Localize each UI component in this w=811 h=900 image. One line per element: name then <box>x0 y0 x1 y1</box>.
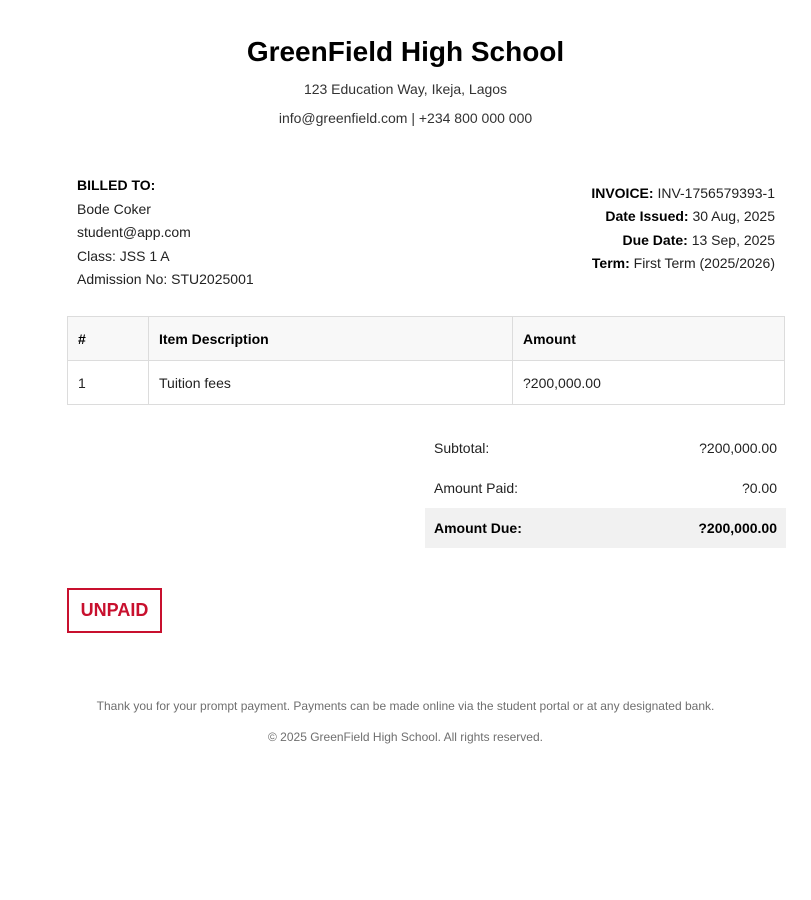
invoice-meta <box>591 182 775 275</box>
school-name: GreenField High School <box>246 36 565 67</box>
table-row <box>68 361 785 405</box>
school-contact: info@greenfield.com | +234 800 000 000 <box>278 110 533 126</box>
invoice-number: INV-1756579393-1 <box>657 185 775 201</box>
row-amount: ?200,000.00 <box>513 361 785 405</box>
admission-number: Admission No: STU2025001 <box>77 271 254 287</box>
header-number: # <box>68 317 149 361</box>
invoice-number-row <box>591 182 775 205</box>
due-date-row <box>591 229 775 252</box>
invoice-number-label: INVOICE: <box>591 185 654 201</box>
header-amount: Amount <box>513 317 785 361</box>
amount-due-value: ?200,000.00 <box>698 520 777 536</box>
footer-note: Thank you for your prompt payment. Payments can be made online via the student portal or at any designated bank. <box>96 699 715 713</box>
date-issued-row <box>591 205 775 228</box>
term: First Term (2025/2026) <box>633 254 775 271</box>
row-number: 1 <box>68 361 149 405</box>
amount-paid-row <box>425 468 786 508</box>
amount-due-row <box>425 508 786 548</box>
invoice-footer <box>0 699 811 744</box>
subtotal-row <box>425 428 786 468</box>
student-class: Class: JSS 1 A <box>77 247 170 264</box>
amount-due-label: Amount Due: <box>434 520 522 536</box>
subtotal-label: Subtotal: <box>434 440 490 456</box>
due-date-label: Due Date: <box>622 231 688 248</box>
amount-paid-value: ?0.00 <box>741 480 777 496</box>
row-description: Tuition fees <box>149 361 513 405</box>
term-row <box>591 252 775 275</box>
subtotal-value: ?200,000.00 <box>699 440 777 456</box>
footer-copyright: © 2025 GreenField High School. All rights reserved. <box>268 730 543 744</box>
items-table <box>67 316 785 405</box>
student-name: Bode Coker <box>77 200 151 217</box>
table-header-row <box>68 317 785 361</box>
unpaid-stamp: UNPAID <box>67 588 162 633</box>
invoice-header <box>0 0 811 127</box>
amount-paid-label: Amount Paid: <box>434 480 519 496</box>
term-label: Term: <box>591 254 630 271</box>
school-address: 123 Education Way, Ikeja, Lagos <box>303 81 508 97</box>
due-date: 13 Sep, 2025 <box>691 231 775 248</box>
student-email: student@app.com <box>77 224 191 240</box>
totals-block <box>425 428 786 548</box>
billed-to-label: BILLED TO: <box>77 177 156 193</box>
header-description: Item Description <box>149 317 513 361</box>
date-issued-label: Date Issued: <box>605 208 689 225</box>
date-issued: 30 Aug, 2025 <box>692 208 775 225</box>
billed-to-block <box>77 174 254 292</box>
